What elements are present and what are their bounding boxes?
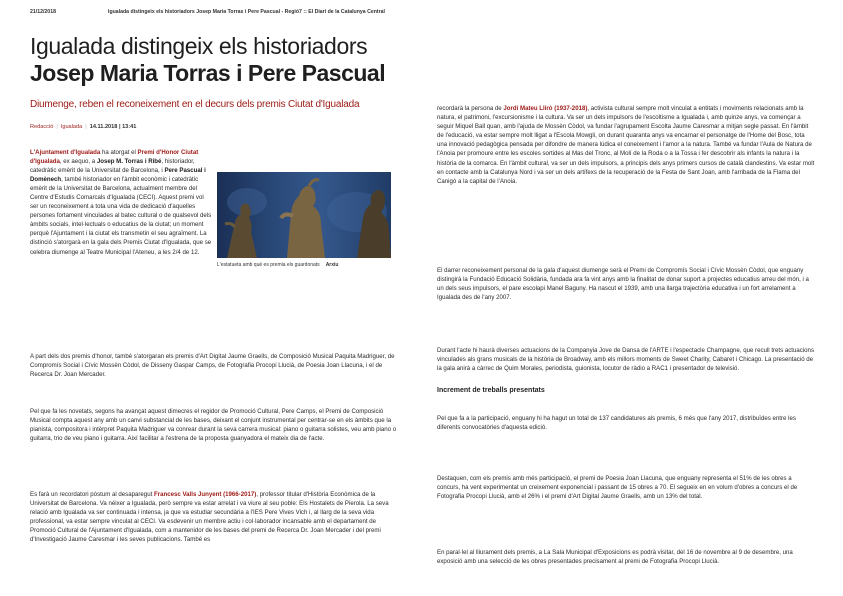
paragraph-3: Pel que fa les novetats, segons ha avançat aquest dimecres el regidor de Promoció Cultural, Pere Camps, el Premi de Composició Musical compta aquest any amb un canvi substancial de les bases, deixant el conjunt instrumental per centrar-se en els àmbits que la pianista, compositora i intèrpret Paquita Madriguer va conrear durant la seva carrera musical: piano o guitarra solistes, veu amb piano o guitarra, trio de veu piano i guitarra. Així facilitar a l'estrena de la proposta guanyadora el mateix dia de l'acte. <box>30 408 397 443</box>
photo-caption-text: L'estatueta amb què es premia els guardonats <box>217 262 320 268</box>
lead-person-1: Josep M. Torras i Ribé <box>96 158 162 166</box>
right-paragraph-1-text: , activista cultural sempre molt vinculat a entitats i moviments relacionats amb la natura, el patrimoni, l'excursionisme i la cultura. Va ser un dels impulsors de l'escoltisme a Igualada i, amb quinze anys, va començar a seguir Miquel Ball quan, amb l'ajuda de Mossèn Còdol, va fundar l'agrupament Escolta Jaume Caresmar a mitjan segle passat. En l'àmbit de l'educació, va estar sempre molt lligat a l'Escola Mowgli, on durant quaranta anys va encarnar el personatge de l'Home del Bosc, tota una innovació pedagògica pensada per difondre de manera lúdica el coneixement i l'amor a la natura. També va fundar l'Aula de Natura de l'Anoia per promoure entre les escoles sortides al Mas del Tronc, al Molí de la Roda o a la Tossa i fer descobrir als infants la natura i la història de la comarca. En l'àmbit cultural, va ser un dels impulsors, a principis dels anys primers cursos de català clandestins. Va estar molt en contacte amb la Catalunya Nord i va ser un dels artífexs de la recuperació de la Festa de Sant Joan, amb l'arribada de la Flama del Canigó a la capital de l'Anoia. <box>437 105 815 185</box>
byline-place[interactable]: Igualada <box>60 124 83 130</box>
photo-caption <box>217 262 338 268</box>
byline-author[interactable]: Redacció <box>30 124 54 130</box>
right-paragraph-5: Destaquen, com els premis amb més participació, el premi de Poesia Joan Llacuna, que enguany representa el 51% de les obres a concurs, ha vent experimentat un creixement exponencial i passant de 15 obres a 70. El segueix en en volum d'obres a concurs el de Fotografia Procopi Llucià, amb el 26% i el premi d'Art Digital Jaume Graells, amb un 13% del total. <box>437 475 798 501</box>
lead-org[interactable]: L'Ajuntament d'Igualada <box>30 149 101 156</box>
paragraph-4-text: Es farà un recordatori pòstum al desaparegut <box>30 491 154 498</box>
tribute-person-2: Jordi Mateu Llirò (1937-2018) <box>503 105 588 112</box>
statuette-image <box>217 172 391 258</box>
right-paragraph-4: Pel que fa a la participació, enguany hi ha hagut un total de 137 candidatures als premis, 6 més que l'any 2017, distribuïdes entre les diferents convocatòries d'aquesta edició. <box>437 415 796 432</box>
right-paragraph-6: En paral·lel al lliurament dels premis, a La Sala Municipal d'Exposicions es podrà visitar, del 16 de novembre al 9 de desembre, una exposició amb una selecció de les obres presentades precisament al premi de Fotografia Procopi Llucià. <box>437 549 793 566</box>
section-heading: Increment de treballs presentats <box>437 387 545 394</box>
paragraph-2: A part dels dos premis d'honor, també s'atorgaran els premis d'Art Digital Jaume Graells, de Composició Musical Paquita Madriguer, de Compromís Social i Cívic Mossèn Còdol, de Disseny Gaspar Camps, de Fotografia Procopi Llucià, de Poesia Joan Llacuna, i el de Recerca Dr. Joan Mercader. <box>30 353 395 379</box>
byline-separator: | <box>85 124 87 130</box>
tribute-person: Francesc Valls Junyent (1966-2017) <box>153 491 257 498</box>
print-source-title: Igualada distingeix els historiadors Josep Maria Torras i Pere Pascual - Regió7 :: El Diari de la Catalunya Central <box>108 9 385 15</box>
byline-datetime: 14.11.2018 | 13:41 <box>89 124 137 130</box>
byline <box>30 124 136 130</box>
lead-text: , també historiador en l'àmbit econòmic i catedràtic emèrit de la Universitat de Barcelona, actualment membre del Centre d'Estudis Comarcals d'Igualada (CECI). Aquest premi vol ser un reconeixement a tota una vida de dedicació d'aquelles persones fortament vinculades al batec cultural o de qualsevol dels àmbits socials, intel·lectuals o educatius de la ciutat; un moment perquè l'Ajuntament i la ciutat els transmetin el seu agraïment. La distinció s'atorgarà en la gala dels Premis Ciutat d'Igualada, que se celebra diumenge al Teatre Municipal l'Ateneu, a les 2/4 de 12. <box>30 176 212 256</box>
lead-paragraph <box>30 148 212 257</box>
print-date: 21/12/2018 <box>30 9 56 15</box>
article-title-line-2: Josep Maria Torras i Pere Pascual <box>30 60 386 86</box>
article-title-line-1: Igualada distingeix els historiadors <box>30 33 368 59</box>
right-paragraph-1-text: recordarà la persona de <box>437 105 504 112</box>
byline-separator: | <box>56 124 58 130</box>
lead-text: , ex aequo, a <box>59 158 97 166</box>
lead-award: Premi d'Honor Ciutat d'Igualada <box>30 149 199 166</box>
right-paragraph-3: Durant l'acte hi haurà diverses actuacions de la Companyia Jove de Dansa de l'ARTE i l'espectacle Champagne, que recull trets actuacions vinculades als grans musicals de la història de Broadway, amb els millors moments de Sweet Charity, Cabaret i Chicago. La presentació de la gala anirà a càrrec de Quim Morales, periodista, guionista, locutor de ràdio a RAC1 i presentador de televisió. <box>437 347 814 373</box>
article-photo[interactable] <box>217 172 391 258</box>
paragraph-4 <box>30 490 400 545</box>
lead-text: , historiador, catedràtic emèrit de la Universitat de Barcelona, i <box>30 158 195 175</box>
lead-person-2: Pere Pascual i Domènech <box>30 167 206 184</box>
lead-text: ha atorgat el <box>100 149 138 156</box>
paragraph-4-text: , professor titular d'Història Econòmica de la Universitat de Barcelona. Va néixer a Igualada, però sempre va estar arrelat i va viure al seu poble: Els Hostalets de Pierola. La seva relació amb Igualada va ser continuada i intensa, ja que va estudiar secundària a l'IES Pere Vives Vich i, al llarg de la seva vida professional, va estar sempre vinculat al CECI. Va esdevenir un membre actiu i col·laborador incansable amb el departament de Promoció Cultural de l'Ajuntament d'Igualada, com a mantenidor de les bases del premi de Recerca Dr. Joan Mercader i del premi d'Investigació Jaume Caresmar i les seves publicacions. També es <box>30 491 389 544</box>
photo-credit: Arxiu <box>325 262 339 268</box>
right-paragraph-2: El darrer reconeixement personal de la gala d'aquest diumenge serà el Premi de Compromís Social i Cívic Mossèn Còdol, que enguany distingirà la Fundació Educació Solidària, fundada ara fa vint anys amb la finalitat de donar suport a projectes educatius arreu del món, i a un dels seus impulsors, el pare escolapi Manel Baguny. Ha nascut el 1939, amb una llarga trajectòria educativa i un fort arrelament a Igualada des de l'any 2007. <box>437 267 809 302</box>
article-subtitle: Diumenge, reben el reconeixement en el decurs dels premis Ciutat d'Igualada <box>30 99 360 110</box>
right-paragraph-1 <box>437 104 815 186</box>
